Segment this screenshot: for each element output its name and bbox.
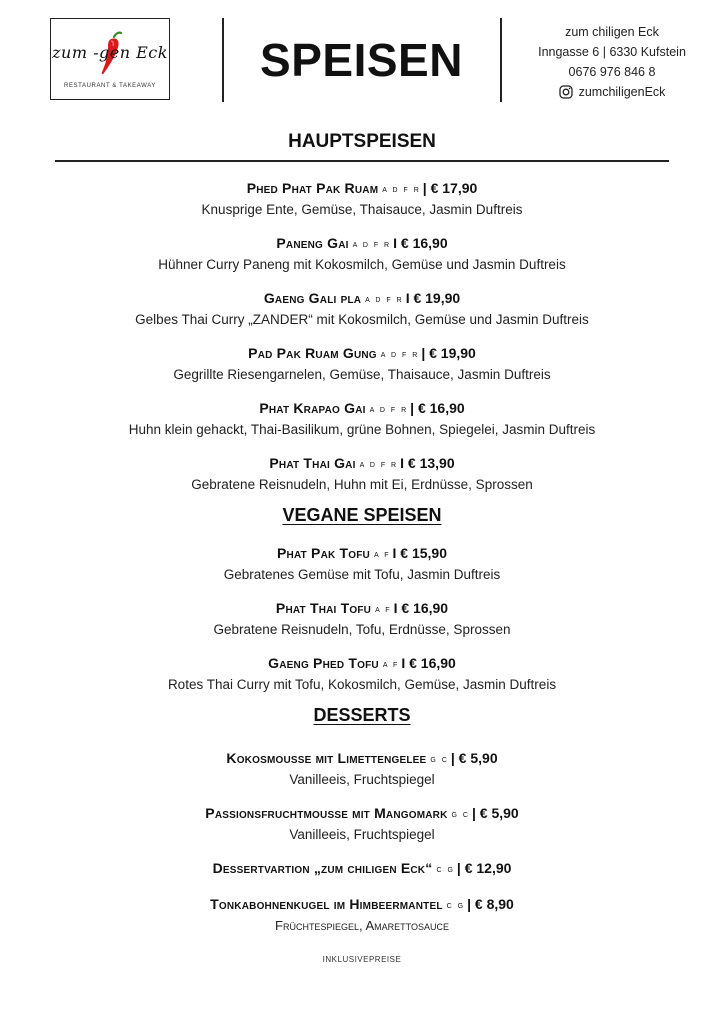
allergen-codes: A F [375,607,392,614]
instagram-icon [559,85,573,99]
restaurant-name: zum chiligen Eck [565,25,659,39]
allergen-codes: A F [382,662,400,669]
dish-price: | € 8,90 [467,896,514,912]
dish-description: Gebratene Reisnudeln, Huhn mit Ei, Erdnüsse, Sprossen [191,477,533,492]
dish-name: Dessertvartion „zum chiligen Eck“ [212,860,433,876]
dish-description: Hühner Curry Paneng mit Kokosmilch, Gemüse und Jasmin Duftreis [158,257,566,272]
dish-name: Gaeng Gali pla [263,290,362,306]
dish-name: Phat Krapao Gai [259,400,366,416]
dish-price: I € 13,90 [400,455,455,471]
dish-line [0,453,724,476]
dish-name: Kokosmousse mit Limettengelee [226,750,427,766]
dish-name: Gaeng Phed Tofu [268,655,379,671]
menu-item [0,233,724,274]
dish-line [0,653,724,676]
dish-line [0,543,724,566]
dish-description: Vanilleeis, Fruchtspiegel [289,827,435,842]
page-title: SPEISEN [260,34,463,86]
section-title-vegane-speisen [0,505,724,526]
allergen-codes: A D F R [359,462,399,469]
menu-item [0,598,724,639]
dish-description: Früchtespiegel, Amarettosauce [275,918,449,933]
allergen-codes: C G [446,903,466,910]
dish-price: | € 5,90 [471,805,519,821]
dish-price: | € 17,90 [422,180,478,196]
section-title-hauptspeisen [0,131,724,153]
menu-item [0,343,724,384]
dish-line [0,288,724,311]
menu-item [0,178,724,219]
dish-description: Huhn klein gehackt, Thai-Basilikum, grüne Bohnen, Spiegelei, Jasmin Duftreis [128,422,596,437]
logo-subtitle: RESTAURANT & TAKEAWAY [64,83,156,89]
menu-item [0,453,724,494]
menu-item [0,398,724,439]
dish-price: | € 5,90 [450,750,498,766]
dish-price: I € 16,90 [401,655,456,671]
dish-line [0,803,724,826]
dish-price: I € 19,90 [405,290,461,306]
dish-name: Tonkabohnenkugel im Himbeermantel [210,896,443,912]
menu-item [0,748,724,789]
allergen-codes: A D F R [382,187,421,194]
dish-description: Gebratenes Gemüse mit Tofu, Jasmin Duftreis [223,567,501,582]
allergen-codes: A D F R [352,242,392,249]
dish-name: Phat Pak Tofu [277,545,370,561]
dish-name: Paneng Gai [276,235,349,251]
logo-script-text: zum -gen Eck [52,43,168,62]
dish-line [0,598,724,621]
section-title-text: DESSERTS [313,705,411,725]
dish-line [0,178,724,201]
restaurant-phone: 0676 976 846 8 [568,65,656,79]
allergen-codes: A F [373,552,391,559]
dish-description: Gebratene Reisnudeln, Tofu, Erdnüsse, Sprossen [213,622,511,637]
dish-description: Rotes Thai Curry mit Tofu, Kokosmilch, Gemüse, Jasmin Duftreis [167,677,557,692]
dish-price: | € 16,90 [410,400,465,416]
dish-line [0,894,724,917]
restaurant-logo [50,18,170,100]
instagram-handle: zumchiligenEck [578,85,666,99]
dish-description: Knusprige Ente, Gemüse, Thaisauce, Jasmin Duftreis [201,202,523,217]
instagram-row [508,82,716,102]
dish-name: Pad Pak Ruam Gung [248,345,377,361]
menu-item [0,803,724,844]
dish-name: Passionsfruchtmousse mit Mangomark [205,805,448,821]
dish-line [0,233,724,256]
allergen-codes: A D F R [380,352,420,359]
contact-block [508,22,716,102]
header-divider-right [500,18,502,102]
dish-price: I € 16,90 [393,600,449,616]
dish-price: | € 19,90 [421,345,476,361]
menu-item [0,288,724,329]
allergen-codes: G C [430,757,449,764]
dish-line [0,858,724,881]
section-title-text: HAUPTSPEISEN [288,131,436,152]
allergen-codes: A D F R [365,297,404,304]
menu-item [0,894,724,935]
menu-item [0,653,724,694]
section-divider [55,160,669,162]
section-title-desserts [0,705,724,726]
dish-price: I € 15,90 [392,545,447,561]
menu-item [0,543,724,584]
dish-name: Phed Phat Pak Ruam [246,180,379,196]
restaurant-address: Inngasse 6 | 6330 Kufstein [538,45,686,59]
dish-description: Gegrillte Riesengarnelen, Gemüse, Thaisauce, Jasmin Duftreis [173,367,551,382]
header-divider-left [222,18,224,102]
dish-name: Phat Thai Gai [269,455,356,471]
menu-header [0,0,724,110]
dish-line [0,748,724,771]
dish-line [0,398,724,421]
menu-item [0,858,724,881]
dish-line [0,343,724,366]
allergen-codes: A D F R [369,407,409,414]
footer-note: INKLUSIVEPREISE [322,955,402,964]
dish-description: Vanilleeis, Fruchtspiegel [289,772,435,787]
allergen-codes: G C [451,812,470,819]
dish-description: Gelbes Thai Curry „ZANDER“ mit Kokosmilch, Gemüse und Jasmin Duftreis [135,312,589,327]
section-title-text: VEGANE SPEISEN [282,505,442,525]
dish-price: I € 16,90 [393,235,448,251]
allergen-codes: C G [436,867,455,874]
dish-price: | € 12,90 [456,860,512,876]
dish-name: Phat Thai Tofu [275,600,372,616]
